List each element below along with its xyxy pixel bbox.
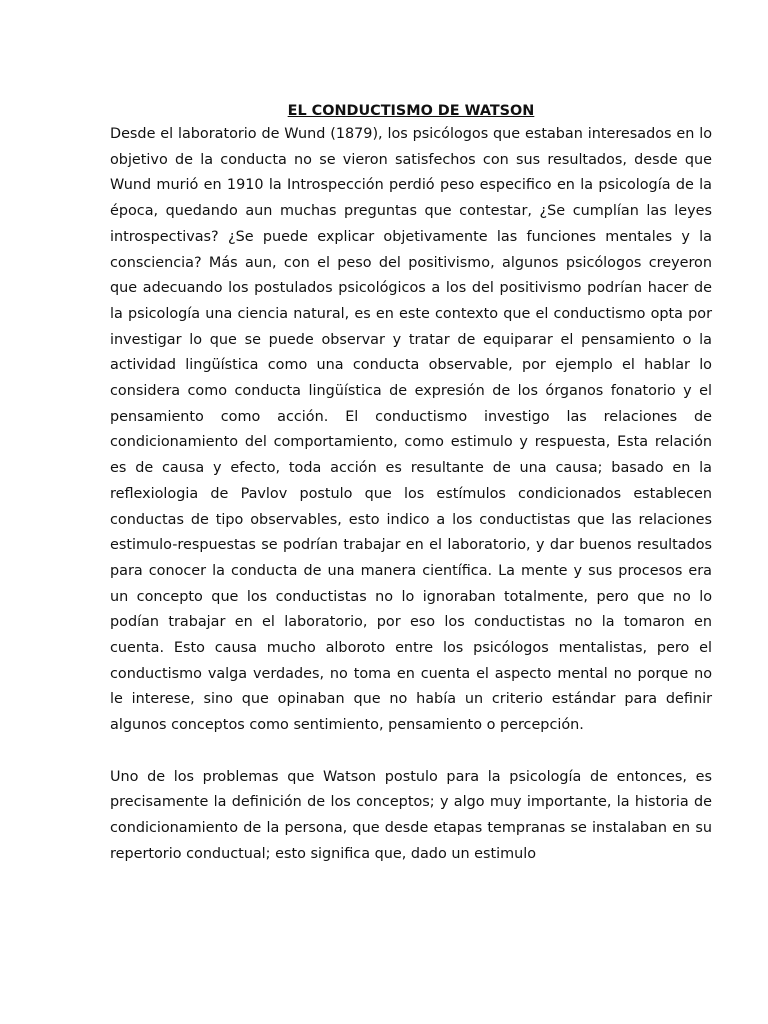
document-title: EL CONDUCTISMO DE WATSON bbox=[287, 103, 535, 119]
document-body bbox=[110, 100, 712, 867]
paragraph-1: Desde el laboratorio de Wund (1879), los psicólogos que estaban interesados en lo objetivo de la conducta no se vieron satisfechos con sus resultados, desde que Wund murió en 1910 la Introspección perdió peso especifico en la psicología de la época, quedando aun muchas preguntas que contestar, ¿Se cumplían las leyes introspectivas? ¿Se puede explicar objetivamente las funciones mentales y la consciencia? Más aun, con el peso del positivismo, algunos psicólogos creyeron que adecuando los postulados psicológicos a los del positivismo podrían hacer de la psicología una ciencia natural, es en este contexto que el conductismo opta por investigar lo que se puede observar y tratar de equiparar el pensamiento o la actividad lingüística como una conducta observable, por ejemplo el hablar lo considera como conducta lingüística de expresión de los órganos fonatorio y el pensamiento como acción. El conductismo investigo las relaciones de condicionamiento del comportamiento, como estimulo y respuesta, Esta relación es de causa y efecto, toda acción es resultante de una causa; basado en la reflexiologia de Pavlov postulo que los estímulos condicionados establecen conductas de tipo observables, esto indico a los conductistas que las relaciones estimulo-respuestas se podrían trabajar en el laboratorio, y dar buenos resultados para conocer la conducta de una manera científica. La mente y sus procesos era un concepto que los conductistas no lo ignoraban totalmente, pero que no lo podían trabajar en el laboratorio, por eso los conductistas no la tomaron en cuenta. Esto causa mucho alboroto entre los psicólogos mentalistas, pero el conductismo valga verdades, no toma en cuenta el aspecto mental no porque no le interese, sino que opinaban que no había un criterio estándar para definir algunos conceptos como sentimiento, pensamiento o percepción. bbox=[110, 126, 712, 734]
paragraph-2: Uno de los problemas que Watson postulo para la psicología de entonces, es precisamente la definición de los conceptos; y algo muy importante, la historia de condicionamiento de la persona, que desde etapas tempranas se instalaban en su repertorio conductual; esto significa que, dado un estimulo bbox=[110, 768, 712, 862]
